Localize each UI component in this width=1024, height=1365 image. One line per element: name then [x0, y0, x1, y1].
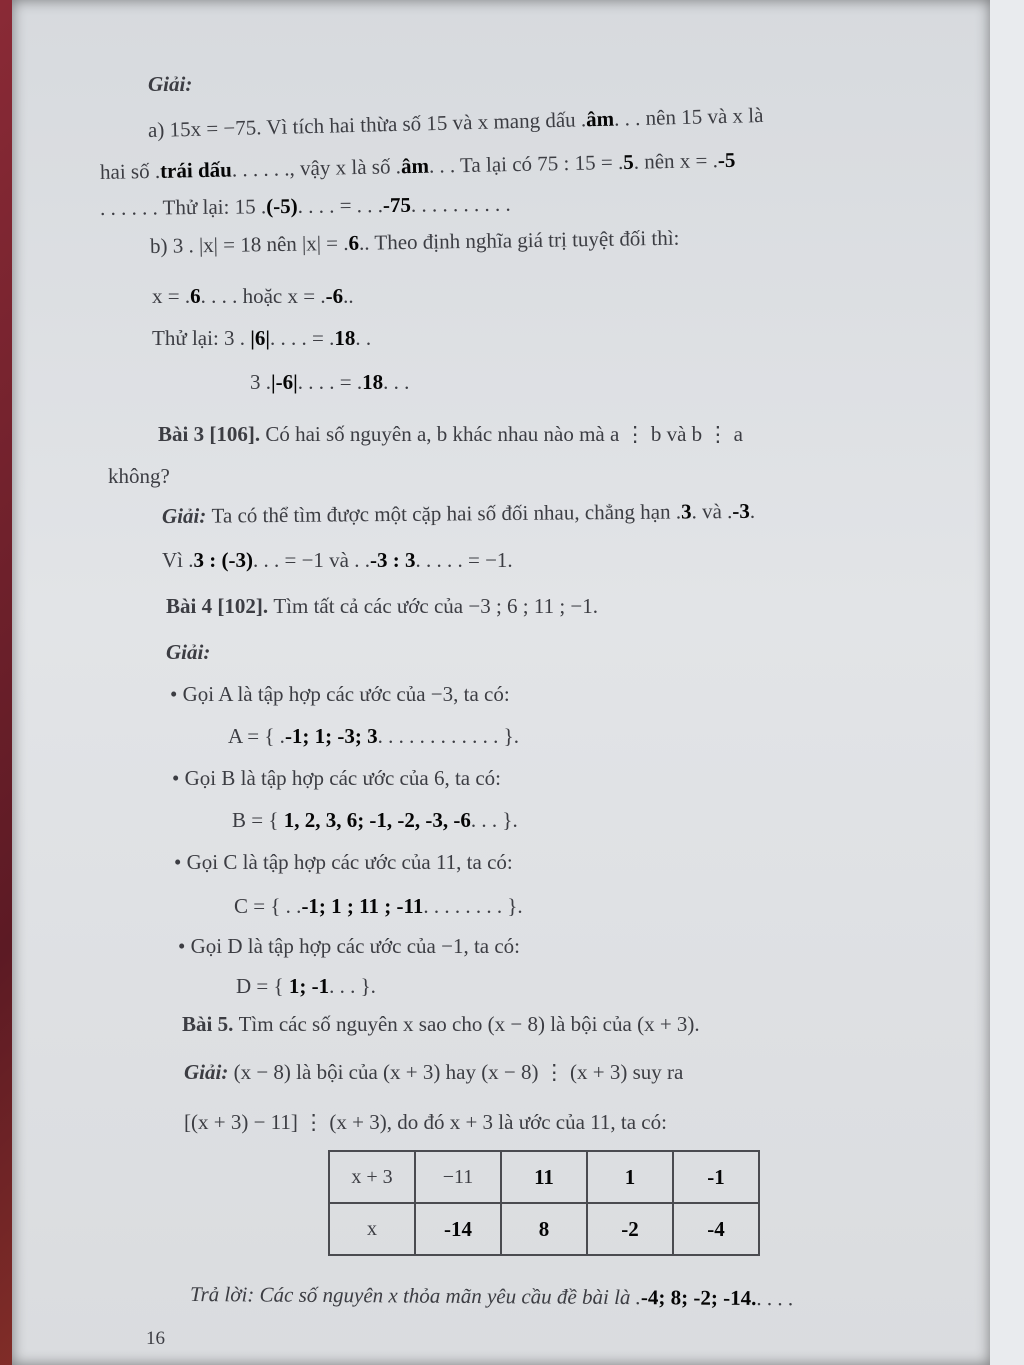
text: Trả lời: Các số nguyên x thỏa mãn yêu cầu đề bài là .: [189, 1282, 642, 1310]
answer-18-b: 18: [362, 370, 384, 394]
answer-18: 18: [334, 326, 356, 350]
table-cell-answer: 1: [587, 1151, 673, 1203]
text: . . . . . = −1.: [415, 548, 513, 572]
set-b-line: [232, 808, 518, 833]
text: ..: [343, 284, 354, 308]
text: . . . }.: [329, 974, 376, 998]
text: x = .: [152, 284, 191, 308]
set-c-intro: [174, 850, 513, 875]
text: . . . Ta lại có 75 : 15 = .: [428, 149, 624, 178]
bai3-text-cont: không?: [108, 464, 170, 488]
line-b3: [152, 326, 371, 351]
table-cell-label: x: [329, 1203, 415, 1255]
table-cell-label: x + 3: [329, 1151, 415, 1203]
text: . . . . . ., vậy x là số .: [231, 154, 402, 182]
answer-am-2: âm: [400, 153, 430, 179]
answer-check-factor: (-5): [266, 193, 298, 219]
text: 3 .: [250, 370, 271, 394]
answer-x-pos: 6: [190, 284, 201, 308]
text: Gọi A là tập hợp các ước của −3, ta có:: [182, 682, 510, 706]
text: . . . nên 15 và x là: [613, 102, 764, 131]
set-d-line: [236, 974, 376, 999]
answer-set-b: 1, 2, 3, 6; -1, -2, -3, -6: [283, 808, 471, 832]
divisor-table: [328, 1150, 760, 1256]
table-row: [329, 1203, 759, 1255]
answer-3-div-neg3: 3 : (-3): [193, 548, 253, 572]
set-c-line: [234, 894, 523, 919]
text: B = {: [232, 808, 279, 832]
line-b2: [152, 284, 354, 309]
next-page-edge: [984, 0, 1024, 1365]
text: . . . . . . . . . .: [410, 191, 511, 217]
bai3-heading-line: [158, 422, 743, 447]
text: . . . . = . . .: [297, 193, 384, 218]
bullet-icon: •: [174, 850, 182, 874]
table-cell-answer: -1: [673, 1151, 759, 1203]
answer-quotient: 5: [622, 149, 634, 174]
text: A = { .: [228, 724, 285, 748]
text: b) 3 . |x| = 18 nên |x| = .: [149, 230, 349, 258]
bullet-icon: •: [178, 934, 186, 958]
table-cell: −11: [415, 1151, 501, 1203]
text: Vì .: [162, 548, 194, 572]
text: .: [749, 498, 756, 523]
answer-set-c: -1; 1 ; 11 ; -11: [301, 894, 424, 918]
bai3-text: Có hai số nguyên a, b khác nhau nào mà a ⋮ b và b ⋮ a: [265, 422, 743, 446]
answer-x-value: -5: [717, 147, 736, 173]
text: . . . . hoặc x = .: [200, 284, 326, 308]
text: . .: [355, 326, 372, 350]
text: Gọi B là tập hợp các ước của 6, ta có:: [184, 766, 502, 790]
table-cell-answer: -14: [415, 1203, 501, 1255]
answer-am: âm: [585, 106, 615, 132]
text: Ta có thể tìm được một cặp hai số đối nhau, chẳng hạn .: [211, 499, 682, 528]
answer-trai-dau: trái dấu: [159, 157, 233, 183]
text: a) 15x = −75. Vì tích hai thừa số 15 và x mang dấu .: [147, 107, 587, 142]
answer-abs-neg6: |-6|: [271, 370, 298, 394]
answer-set-d: 1; -1: [288, 974, 330, 998]
giai-heading: Giải:: [148, 72, 193, 96]
answer-set-a: -1; 1; -3; 3: [284, 724, 378, 748]
answer-check-result: -75: [382, 192, 412, 218]
text: . . . . . . . . }.: [423, 894, 523, 918]
set-d-intro: [178, 934, 520, 959]
page-number: 16: [146, 1328, 165, 1349]
table-cell-answer: 11: [501, 1151, 587, 1203]
bai4-giai: Giải:: [166, 640, 211, 664]
giai-label: Giải:: [161, 503, 207, 528]
giai-label: Giải:: [184, 1060, 229, 1084]
text: Thử lại: 3 .: [152, 326, 246, 350]
line-b4: [250, 370, 409, 395]
text: C = { . .: [234, 894, 302, 918]
table-cell-answer: 8: [501, 1203, 587, 1255]
text: . . . = −1 và . .: [252, 548, 370, 572]
text: Gọi C là tập hợp các ước của 11, ta có:: [186, 850, 513, 874]
text: . . .: [383, 370, 410, 394]
bai5-solution-line1: [184, 1060, 683, 1085]
bai4-text: Tìm tất cả các ước của −3 ; 6 ; 11 ; −1.: [273, 594, 599, 618]
line-a3: [100, 192, 511, 221]
text: . . . . . . Thử lại: 15 .: [99, 194, 267, 220]
text: . . . . = .: [270, 326, 335, 350]
answer-abs-6: |6|: [250, 326, 271, 350]
text: D = {: [236, 974, 284, 998]
answer-neg3: -3: [732, 498, 750, 524]
text: .. Theo định nghĩa giá trị tuyệt đối thì:: [358, 225, 680, 255]
answer-neg3-div-3: -3 : 3: [370, 548, 416, 572]
text: . . . . . . . . . . . . }.: [377, 724, 519, 748]
table-cell-answer: -2: [587, 1203, 673, 1255]
table-cell-answer: -4: [673, 1203, 759, 1255]
answer-x-neg: -6: [325, 284, 344, 308]
bullet-icon: •: [170, 682, 178, 706]
set-b-intro: [172, 766, 501, 791]
text: Gọi D là tập hợp các ước của −1, ta có:: [190, 934, 521, 958]
bai3-title: Bài 3 [106].: [158, 422, 261, 446]
set-a-intro: [170, 682, 510, 707]
set-a-line: [228, 724, 519, 749]
text: hai số .: [99, 158, 161, 184]
answer-abs-x: 6: [348, 230, 360, 255]
bai5-text: Tìm các số nguyên x sao cho (x − 8) là bội của (x + 3).: [238, 1012, 700, 1036]
text: (x − 8) là bội của (x + 3) hay (x − 8) ⋮ (x + 3) suy ra: [233, 1060, 684, 1084]
bullet-icon: •: [172, 766, 180, 790]
bai5-answer-line: [190, 1282, 793, 1311]
table-row: [329, 1151, 759, 1203]
text: . . . .: [756, 1285, 794, 1311]
bai3-verify-line: [162, 548, 513, 573]
bai5-heading-line: [182, 1012, 700, 1037]
answer-final: -4; 8; -2; -14.: [640, 1285, 757, 1310]
bai3-solution-line: [162, 499, 755, 529]
bai5-title: Bài 5.: [182, 1012, 234, 1036]
text: . và .: [691, 499, 733, 524]
answer-3: 3: [680, 499, 692, 524]
text: . . . . = .: [297, 370, 363, 394]
bai5-solution-line2: [(x + 3) − 11] ⋮ (x + 3), do đó x + 3 là ước của 11, ta có:: [184, 1110, 667, 1134]
text: . nên x = .: [633, 148, 719, 174]
text: . . . }.: [470, 808, 518, 832]
bai4-heading-line: [166, 594, 598, 619]
bai4-title: Bài 4 [102].: [166, 594, 269, 618]
